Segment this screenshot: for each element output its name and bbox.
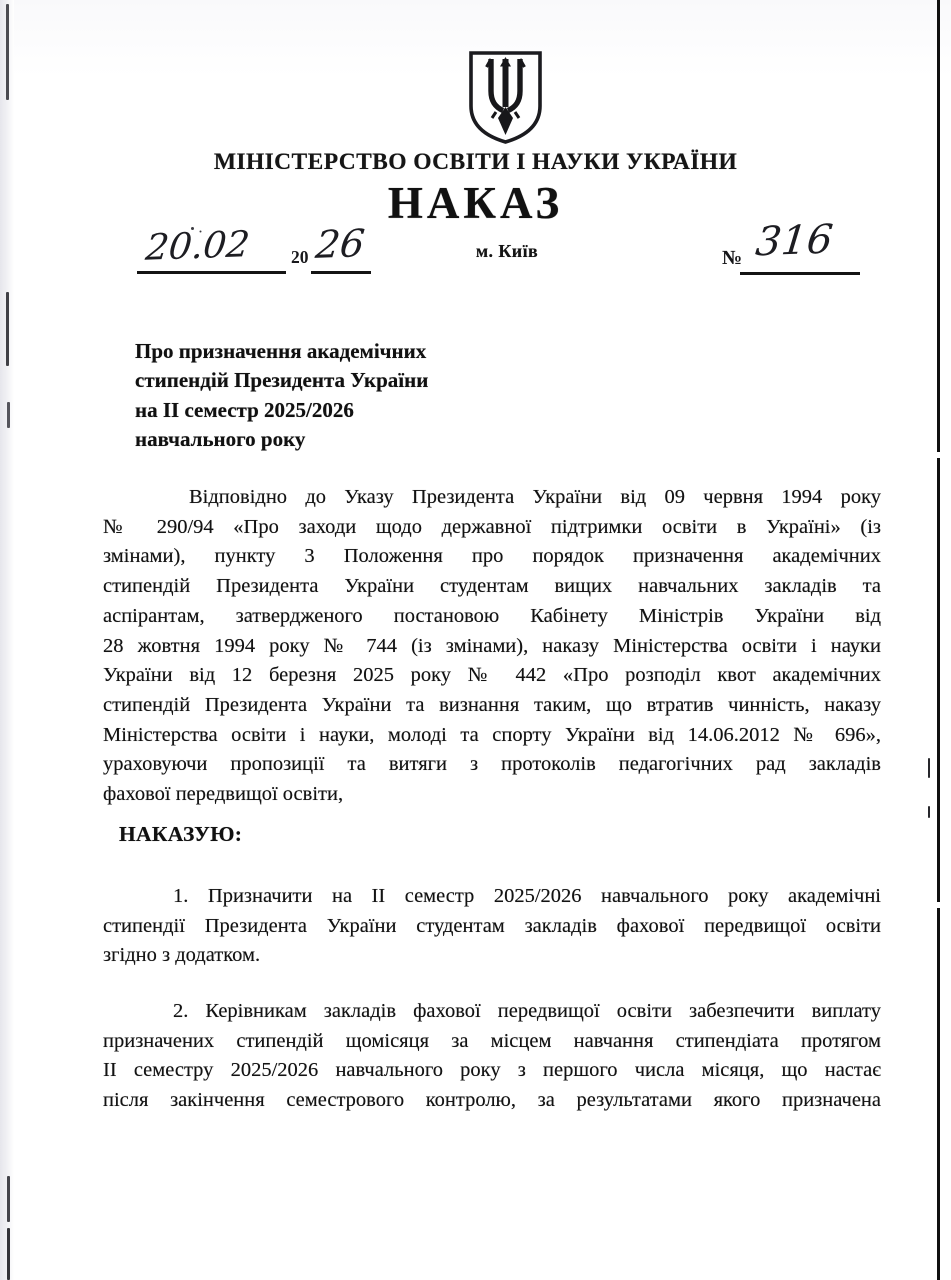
order-item-line: 1. Призначити на ІІ семестр 2025/2026 навчального року академічні xyxy=(173,885,881,907)
order-item-2 xyxy=(103,997,881,1116)
number-underline xyxy=(740,272,860,275)
order-item-1 xyxy=(103,882,881,971)
subject-block xyxy=(135,337,535,455)
order-item-line: згідно з додатком. xyxy=(103,944,261,967)
scan-artifact xyxy=(928,758,930,778)
preamble-line: фахової передвищої освіти, xyxy=(103,783,344,806)
scan-artifact xyxy=(7,402,10,428)
preamble-line: ураховуючи пропозиції та витяги з протоколів педагогічних рад закладів xyxy=(103,753,881,776)
order-item-line: стипендії Президента України студентам закладів фахової передвищої освіти xyxy=(103,914,881,937)
scan-right-line xyxy=(937,908,940,1280)
date-underline xyxy=(137,271,286,274)
preamble-line: 28 жовтня 1994 року № 744 (із змінами), наказу Міністерства освіти і науки xyxy=(103,634,881,657)
order-item-line: 2. Керівникам закладів фахової передвищої освіти забезпечити виплату xyxy=(173,1000,881,1022)
scan-artifact xyxy=(928,806,930,818)
city-label: м. Київ xyxy=(475,241,539,261)
scan-artifact xyxy=(6,292,9,366)
ukraine-trident-icon xyxy=(466,49,545,146)
scan-right-line xyxy=(937,458,940,902)
doc-type-title: НАКАЗ xyxy=(387,178,564,228)
preamble-line: Міністерства освіти і науки, молоді та спорту України від 14.06.2012 № 696», xyxy=(103,723,881,746)
number-handwritten: 316 xyxy=(753,216,835,266)
subject-line: навчального року xyxy=(135,427,306,452)
scan-artifact xyxy=(6,4,9,100)
order-item-line: призначених стипендій щомісяця за місцем навчання стипендіата протягом xyxy=(103,1029,881,1052)
order-item-line: після закінчення семестрового контролю, за результатами якого призначена xyxy=(103,1089,881,1112)
order-heading: НАКАЗУЮ: xyxy=(119,822,243,846)
subject-line: Про призначення академічних xyxy=(135,339,427,363)
ministry-title: МІНІСТЕРСТВО ОСВІТИ І НАУКИ УКРАЇНИ xyxy=(213,149,738,175)
preamble-line: стипендій Президента України студентам вищих навчальних закладів та xyxy=(103,575,881,598)
date-handwritten: 20.02 xyxy=(143,224,252,269)
number-sign: № xyxy=(722,247,743,269)
subject-line: на ІІ семестр 2025/2026 xyxy=(135,397,354,422)
year-handwritten: 26 xyxy=(313,221,367,267)
year-underline xyxy=(311,271,371,274)
preamble-line: № 290/94 «Про заходи щодо державної підтримки освіти в Україні» (із xyxy=(103,515,881,538)
preamble-line: змінами), пункту 3 Положення про порядок призначення академічних xyxy=(103,545,881,568)
order-item-line: ІІ семестру 2025/2026 навчального року з першого числа місяця, що настає xyxy=(103,1059,881,1082)
preamble-line: України від 12 березня 2025 року № 442 «Про розподіл квот академічних xyxy=(103,664,881,687)
year-prefix: 20 xyxy=(291,247,309,267)
preamble-line: Відповідно до Указу Президента України від 09 червня 1994 року xyxy=(189,486,881,508)
preamble-line: аспірантам, затвердженого постановою Кабінету Міністрів України від xyxy=(103,604,881,627)
subject-line: стипендій Президента України xyxy=(135,368,429,393)
scan-artifact xyxy=(7,1228,10,1280)
preamble xyxy=(103,483,881,810)
scan-artifact xyxy=(7,1176,10,1222)
preamble-line: стипендій Президента України та визнання таким, що втратив чинність, наказу xyxy=(103,693,881,716)
